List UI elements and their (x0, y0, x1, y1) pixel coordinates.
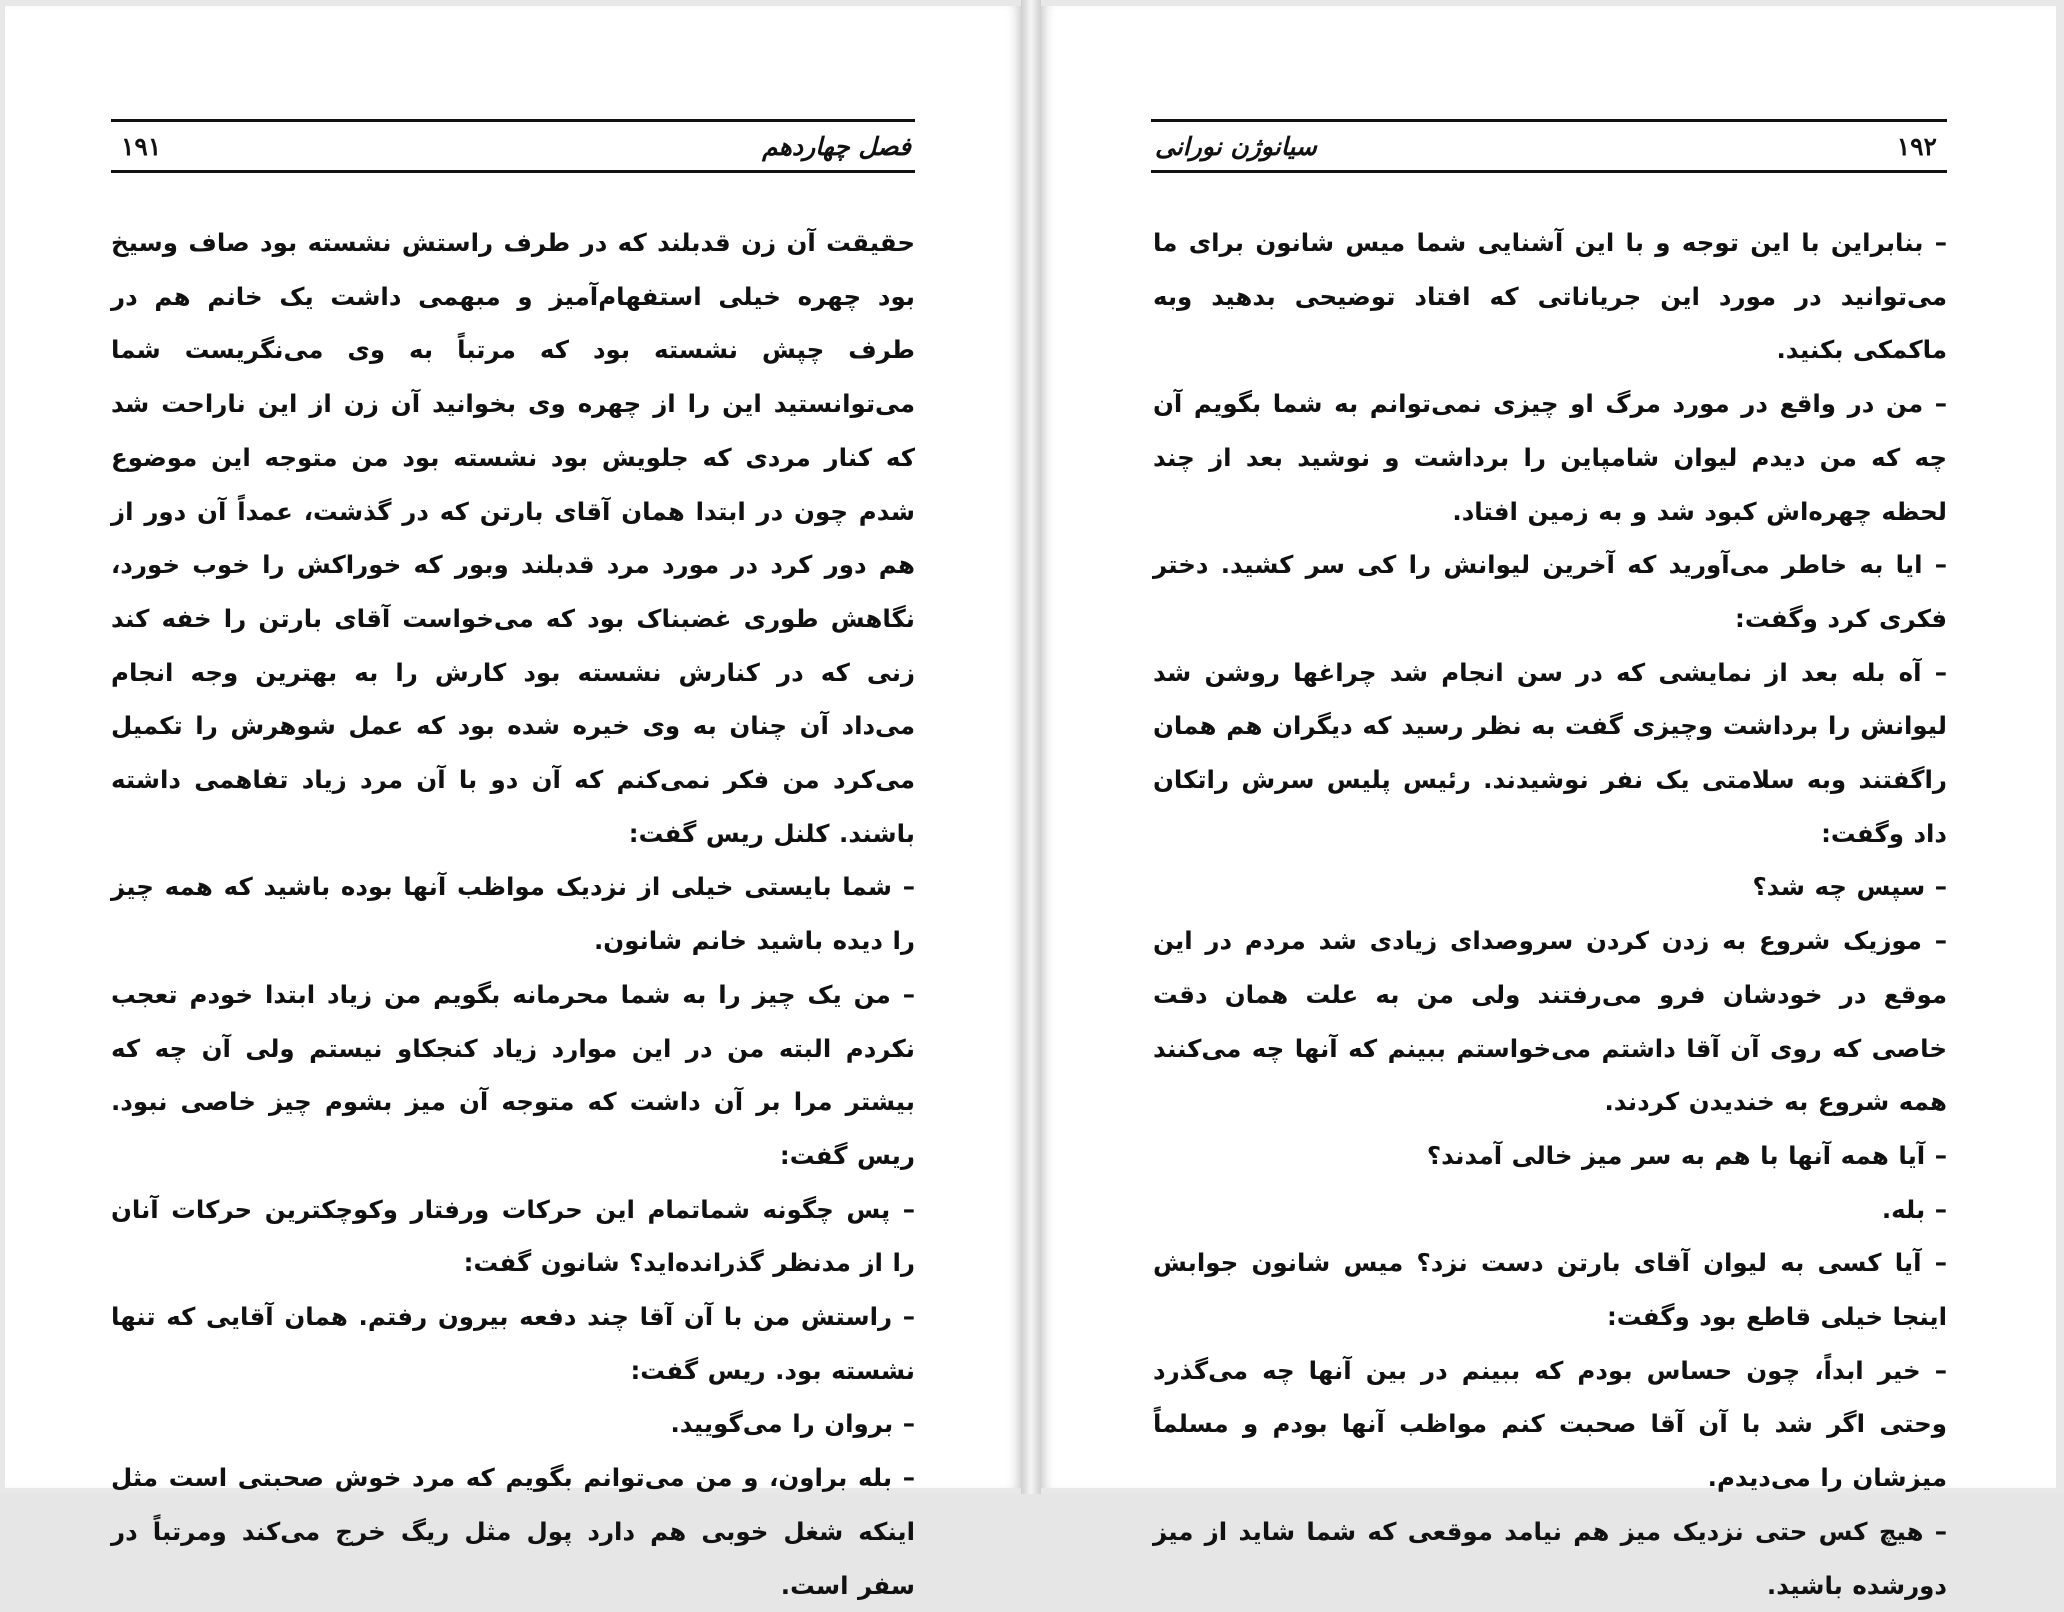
paragraph: – بنابراین با این توجه و با این آشنایی شما میس شانون برای ما می‌توانید در مورد این جریاناتی که افتاد توضیحی بدهید وبه ماکمکی بکنید. (1153, 228, 1947, 365)
paragraph: – من در واقع در مورد مرگ او چیزی نمی‌توانم به شما بگویم آن چه که من دیدم لیوان شامپاین را برداشت و نوشید بعد از چند لحظه چهره‌اش کبود شد و به زمین افتاد. (1153, 389, 1947, 526)
paragraph: – آیا همه آنها با هم به سر میز خالی آمدند؟ (1426, 1140, 1947, 1170)
paragraph: – پس چگونه شماتمام این حرکات ورفتار وکوچکترین حرکات آنان را از مدنظر گذرانده‌اید؟ شانون گفت: (111, 1194, 915, 1278)
page-header (111, 119, 915, 173)
paragraph: – من یک چیز را به شما محرمانه بگویم من زیاد ابتدا خودم تعجب نکردم البته من در این موارد زیاد کنجکاو نیستم ولی آن چه که بیشتر مرا بر آن داشت که متوجه آن میز بشوم چیز خاصی نبود. ریس گفت: (111, 979, 915, 1170)
paragraph: – بروان را می‌گویید. (670, 1409, 915, 1439)
paragraph: حقیقت آن زن قدبلند که در طرف راستش نشسته بود صاف وسیخ بود چهره خیلی استفهام‌آمیز و مبهمی داشت یک خانم هم در طرف چپش نشسته بود که مرتباً به وی می‌نگریست شما می‌توانستید این را از چهره وی بخوانید آن زن از این ناراحت شد که کنار مردی که جلویش بود نشسته بود من متوجه این موضوع شدم چون در ابتدا همان آقای بارتن که در گذشت، عمداً آن دور از هم دور کرد در مورد مرد قدبلند وبور که خوراکش را خوب خورد، نگاهش طوری غضبناک بود که می‌خواست آقای بارتن را خفه کند زنی که در کنارش نشسته بود کارش را به بهترین وجه انجام می‌داد آن چنان به وی خیره شده بود که عمل شوهرش را تکمیل می‌کرد من فکر نمی‌کنم که آن دو با آن مرد زیاد تفاهمی داشته باشند. کلنل ریس گفت: (111, 228, 915, 848)
page-header (1151, 119, 1947, 173)
paragraph: – آه بله بعد از نمایشی که در سن انجام شد چراغها روشن شد لیوانش را برداشت وچیزی گفت به نظر رسید که دیگران هم همان راگفتند وبه سلامتی یک نفر نوشیدند. رئیس پلیس سرش راتکان داد وگفت: (1153, 657, 1947, 848)
paragraph: – موزیک شروع به زدن کردن سروصدای زیادی شد مردم در این موقع در خودشان فرو می‌رفتند ولی من به علت همان دقت خاصی که روی آن آقا داشتم می‌خواستم ببینم که آنها چه می‌کنند همه شروع به خندیدن کردند. (1153, 926, 1947, 1117)
left-page (5, 6, 1021, 1600)
running-title: سیانوژن نورانی (1155, 131, 1317, 161)
paragraph: – شما بایستی خیلی از نزدیک مواظب آنها بوده باشید که همه چیز را دیده باشید خانم شانون. (111, 872, 915, 956)
right-page (1041, 6, 2056, 1600)
page-body (1153, 216, 1947, 1612)
paragraph: – ایا به خاطر می‌آورید که آخرین لیوانش را کی سر کشید. دختر فکری کرد وگفت: (1153, 550, 1947, 633)
paragraph: – بله. (1881, 1194, 1947, 1224)
running-title: فصل چهاردهم (762, 131, 911, 161)
book-spine (1021, 0, 1041, 1494)
page-number: ۱۹۲ (1896, 131, 1937, 161)
paragraph: – آیا کسی به لیوان آقای بارتن دست نزد؟ میس شانون جوابش اینجا خیلی قاطع بود وگفت: (1153, 1248, 1947, 1332)
paragraph: – راستش من با آن آقا چند دفعه بیرون رفتم. همان آقایی که تنها نشسته بود. ریس گفت: (111, 1302, 915, 1385)
paragraph: – بله براون، و من می‌توانم بگویم که مرد خوش صحبتی است مثل اینکه شغل خوبی هم دارد پول مثل ریگ خرج می‌کند ومرتباً در سفر است. (111, 1463, 915, 1600)
paragraph: – هیچ کس حتی نزدیک میز هم نیامد موقعی که شما شاید از میز دورشده باشید. (1153, 1516, 1947, 1600)
page-body (111, 216, 915, 1612)
paragraph: – خیر ابداً، چون حساس بودم که ببینم در بین آنها چه می‌گذرد وحتی اگر شد با آن آقا صحبت کنم مواظب آنها بودم و مسلماً میزشان را می‌دیدم. (1153, 1355, 1947, 1493)
paragraph: – سپس چه شد؟ (1752, 872, 1947, 902)
page-number: ۱۹۱ (121, 131, 162, 161)
